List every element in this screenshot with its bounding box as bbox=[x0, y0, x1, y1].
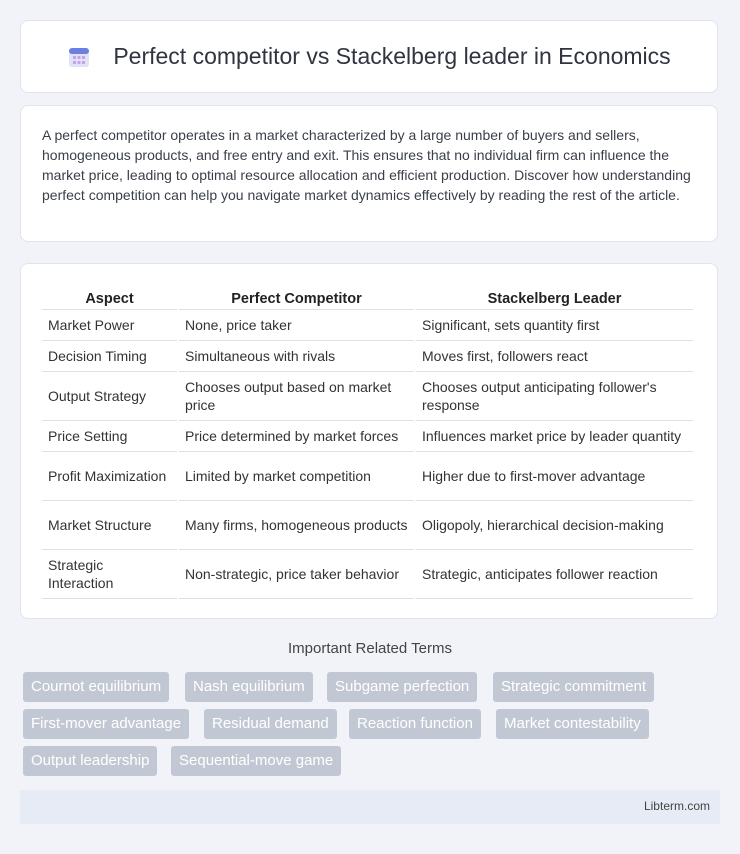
related-terms-title: Important Related Terms bbox=[288, 640, 452, 657]
comparison-table bbox=[40, 284, 695, 599]
table-cell: Many firms, homogeneous products bbox=[179, 501, 414, 550]
page-title: Perfect competitor vs Stackelberg leader in Economics bbox=[113, 43, 671, 69]
comparison-card bbox=[20, 263, 718, 619]
table-cell: Influences market price by leader quantity bbox=[416, 421, 693, 452]
table-cell: Market Structure bbox=[42, 501, 177, 550]
related-term-tag[interactable]: Strategic commitment bbox=[493, 672, 654, 702]
table-cell: None, price taker bbox=[179, 310, 414, 341]
related-term-tag[interactable]: Sequential-move game bbox=[171, 746, 341, 776]
table-cell: Price determined by market forces bbox=[179, 421, 414, 452]
table-cell: Higher due to first-mover advantage bbox=[416, 452, 693, 501]
table-cell: Market Power bbox=[42, 310, 177, 341]
table-cell: Chooses output based on market price bbox=[179, 372, 414, 421]
table-cell: Oligopoly, hierarchical decision-making bbox=[416, 501, 693, 550]
table-cell: Strategic, anticipates follower reaction bbox=[416, 550, 693, 599]
title-card bbox=[20, 20, 718, 93]
table-row bbox=[42, 501, 693, 550]
table-cell: Non-strategic, price taker behavior bbox=[179, 550, 414, 599]
column-header-aspect: Aspect bbox=[42, 284, 177, 310]
footer bbox=[20, 790, 720, 824]
related-term-tag[interactable]: Market contestability bbox=[496, 709, 649, 739]
intro-card bbox=[20, 105, 718, 242]
table-cell: Output Strategy bbox=[42, 372, 177, 421]
intro-text: A perfect competitor operates in a market characterized by a large number of buyers and sellers, homogeneous products, and free entry and exit. This ensures that no individual firm can influence the market price, leading to optimal resource allocation and efficient production. Discover how understanding perfect competition can help you navigate market dynamics effectively by reading the rest of the article. bbox=[42, 127, 691, 203]
related-term-tag[interactable]: Nash equilibrium bbox=[185, 672, 313, 702]
table-row bbox=[42, 310, 693, 341]
footer-site-link[interactable]: Libterm.com bbox=[643, 799, 710, 813]
table-cell: Moves first, followers react bbox=[416, 341, 693, 372]
column-header-stackelberg-leader: Stackelberg Leader bbox=[416, 284, 693, 310]
table-cell: Chooses output anticipating follower's response bbox=[416, 372, 693, 421]
table-row bbox=[42, 452, 693, 501]
table-row bbox=[42, 421, 693, 452]
table-cell: Simultaneous with rivals bbox=[179, 341, 414, 372]
table-row bbox=[42, 372, 693, 421]
table-cell: Decision Timing bbox=[42, 341, 177, 372]
table-cell: Significant, sets quantity first bbox=[416, 310, 693, 341]
related-term-tag[interactable]: Subgame perfection bbox=[327, 672, 477, 702]
related-term-tag[interactable]: Output leadership bbox=[23, 746, 157, 776]
table-row bbox=[42, 341, 693, 372]
related-term-tag[interactable]: First-mover advantage bbox=[23, 709, 189, 739]
related-term-tag[interactable]: Cournot equilibrium bbox=[23, 672, 169, 702]
table-row bbox=[42, 550, 693, 599]
column-header-perfect-competitor: Perfect Competitor bbox=[179, 284, 414, 310]
table-cell: Strategic Interaction bbox=[42, 550, 177, 599]
table-cell: Price Setting bbox=[42, 421, 177, 452]
calendar-icon bbox=[67, 45, 91, 69]
related-term-tag[interactable]: Residual demand bbox=[204, 709, 337, 739]
related-term-tag[interactable]: Reaction function bbox=[349, 709, 481, 739]
table-cell: Profit Maximization bbox=[42, 452, 177, 501]
table-cell: Limited by market competition bbox=[179, 452, 414, 501]
